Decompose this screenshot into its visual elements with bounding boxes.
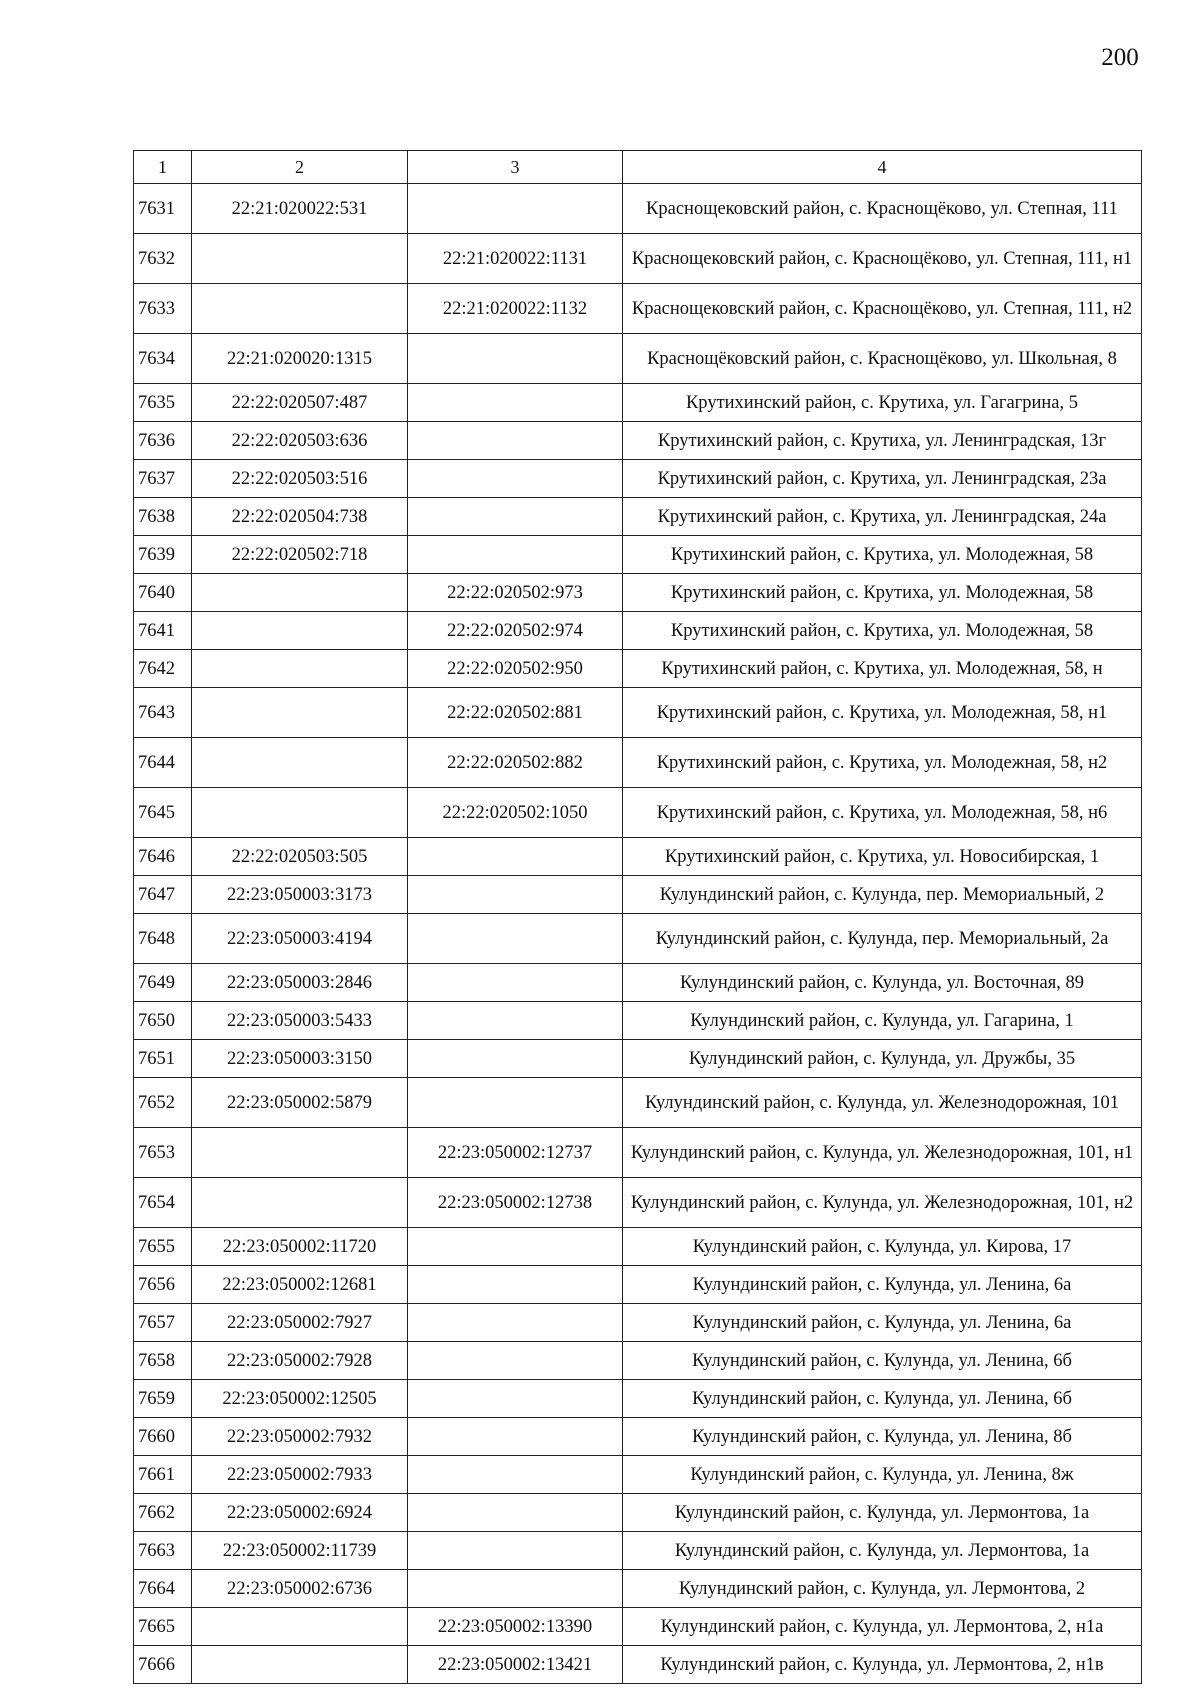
premises-number-cell [408,334,623,384]
cadastral-number-cell [192,688,408,738]
table-row [134,1646,1142,1684]
table-row [134,334,1142,384]
address-cell: Крутихинский район, с. Крутиха, ул. Молодежная, 58 [623,612,1142,650]
premises-number-cell [408,1040,623,1078]
premises-number-cell [408,1228,623,1266]
table-header [134,151,1142,184]
premises-number-cell [408,1494,623,1532]
row-number-cell: 7657 [134,1304,192,1342]
premises-number-cell [408,1078,623,1128]
premises-number-cell: 22:21:020022:1132 [408,284,623,334]
cadastral-number-cell: 22:22:020502:718 [192,536,408,574]
row-number-cell: 7653 [134,1128,192,1178]
address-cell: Кулундинский район, с. Кулунда, ул. Ленина, 6б [623,1342,1142,1380]
row-number-cell: 7646 [134,838,192,876]
address-cell: Кулундинский район, с. Кулунда, пер. Мемориальный, 2а [623,914,1142,964]
address-cell: Кулундинский район, с. Кулунда, пер. Мемориальный, 2 [623,876,1142,914]
premises-number-cell: 22:23:050002:12738 [408,1178,623,1228]
cadastral-number-cell: 22:23:050003:4194 [192,914,408,964]
table-row [134,838,1142,876]
row-number-cell: 7654 [134,1178,192,1228]
row-number-cell: 7651 [134,1040,192,1078]
cadastral-number-cell: 22:23:050002:12505 [192,1380,408,1418]
cadastral-number-cell [192,1608,408,1646]
column-header-4: 4 [623,151,1142,184]
premises-number-cell [408,384,623,422]
premises-number-cell [408,914,623,964]
cadastral-number-cell [192,574,408,612]
table-row [134,738,1142,788]
cadastral-number-cell: 22:23:050002:7927 [192,1304,408,1342]
address-cell: Кулундинский район, с. Кулунда, ул. Дружбы, 35 [623,1040,1142,1078]
cadastral-number-cell: 22:21:020020:1315 [192,334,408,384]
premises-number-cell [408,964,623,1002]
cadastral-number-cell: 22:23:050002:11720 [192,1228,408,1266]
table-row [134,612,1142,650]
premises-number-cell [408,1002,623,1040]
address-cell: Кулундинский район, с. Кулунда, ул. Лермонтова, 2 [623,1570,1142,1608]
address-cell: Крутихинский район, с. Крутиха, ул. Молодежная, 58, н1 [623,688,1142,738]
cadastral-number-cell [192,1178,408,1228]
address-cell: Краснощековский район, с. Краснощёково, ул. Степная, 111 [623,184,1142,234]
page-number: 200 [1101,44,1139,71]
premises-number-cell [408,1304,623,1342]
table-row [134,1128,1142,1178]
premises-number-cell: 22:23:050002:13390 [408,1608,623,1646]
row-number-cell: 7631 [134,184,192,234]
table-row [134,964,1142,1002]
row-number-cell: 7663 [134,1532,192,1570]
table-row [134,574,1142,612]
table-row [134,184,1142,234]
address-cell: Крутихинский район, с. Крутиха, ул. Молодежная, 58, н [623,650,1142,688]
row-number-cell: 7662 [134,1494,192,1532]
premises-number-cell [408,1418,623,1456]
cadastral-number-cell [192,738,408,788]
address-cell: Кулундинский район, с. Кулунда, ул. Железнодорожная, 101 [623,1078,1142,1128]
premises-number-cell: 22:23:050002:12737 [408,1128,623,1178]
table-row [134,788,1142,838]
header-row [134,151,1142,184]
premises-number-cell: 22:22:020502:950 [408,650,623,688]
address-cell: Крутихинский район, с. Крутиха, ул. Молодежная, 58, н6 [623,788,1142,838]
cadastral-number-cell: 22:23:050003:3173 [192,876,408,914]
table-row [134,688,1142,738]
address-cell: Кулундинский район, с. Кулунда, ул. Железнодорожная, 101, н1 [623,1128,1142,1178]
cadastral-number-cell: 22:23:050002:6924 [192,1494,408,1532]
address-cell: Кулундинский район, с. Кулунда, ул. Лермонтова, 1а [623,1532,1142,1570]
address-cell: Крутихинский район, с. Крутиха, ул. Ленинградская, 13г [623,422,1142,460]
address-cell: Краснощековский район, с. Краснощёково, ул. Степная, 111, н1 [623,234,1142,284]
address-cell: Кулундинский район, с. Кулунда, ул. Ленина, 8б [623,1418,1142,1456]
cadastral-number-cell [192,1128,408,1178]
address-cell: Кулундинский район, с. Кулунда, ул. Ленина, 6а [623,1266,1142,1304]
table-row [134,650,1142,688]
row-number-cell: 7659 [134,1380,192,1418]
cadastral-number-cell: 22:23:050002:6736 [192,1570,408,1608]
column-header-1: 1 [134,151,192,184]
cadastral-number-cell: 22:22:020507:487 [192,384,408,422]
premises-number-cell [408,1570,623,1608]
table-row [134,1380,1142,1418]
row-number-cell: 7645 [134,788,192,838]
row-number-cell: 7649 [134,964,192,1002]
premises-number-cell: 22:22:020502:881 [408,688,623,738]
row-number-cell: 7636 [134,422,192,460]
address-cell: Кулундинский район, с. Кулунда, ул. Восточная, 89 [623,964,1142,1002]
cadastral-number-cell: 22:21:020022:531 [192,184,408,234]
table-row [134,1228,1142,1266]
premises-number-cell: 22:22:020502:974 [408,612,623,650]
table-row [134,1608,1142,1646]
row-number-cell: 7660 [134,1418,192,1456]
address-cell: Крутихинский район, с. Крутиха, ул. Новосибирская, 1 [623,838,1142,876]
row-number-cell: 7652 [134,1078,192,1128]
premises-number-cell [408,536,623,574]
cadastral-number-cell [192,234,408,284]
table-row [134,1570,1142,1608]
row-number-cell: 7664 [134,1570,192,1608]
address-cell: Кулундинский район, с. Кулунда, ул. Ленина, 6б [623,1380,1142,1418]
cadastral-number-cell: 22:23:050002:12681 [192,1266,408,1304]
row-number-cell: 7633 [134,284,192,334]
table-row [134,384,1142,422]
address-cell: Крутихинский район, с. Крутиха, ул. Гагагрина, 5 [623,384,1142,422]
address-cell: Краснощёковский район, с. Краснощёково, ул. Школьная, 8 [623,334,1142,384]
cadastral-number-cell: 22:23:050003:5433 [192,1002,408,1040]
cadastral-number-cell [192,788,408,838]
cadastral-number-cell: 22:22:020504:738 [192,498,408,536]
address-cell: Крутихинский район, с. Крутиха, ул. Молодежная, 58, н2 [623,738,1142,788]
row-number-cell: 7635 [134,384,192,422]
table-row [134,422,1142,460]
row-number-cell: 7658 [134,1342,192,1380]
table-row [134,1078,1142,1128]
premises-number-cell [408,460,623,498]
row-number-cell: 7656 [134,1266,192,1304]
row-number-cell: 7637 [134,460,192,498]
premises-number-cell: 22:23:050002:13421 [408,1646,623,1684]
row-number-cell: 7661 [134,1456,192,1494]
address-cell: Кулундинский район, с. Кулунда, ул. Лермонтова, 1а [623,1494,1142,1532]
address-cell: Кулундинский район, с. Кулунда, ул. Лермонтова, 2, н1а [623,1608,1142,1646]
row-number-cell: 7644 [134,738,192,788]
table-row [134,914,1142,964]
premises-number-cell [408,838,623,876]
address-cell: Крутихинский район, с. Крутиха, ул. Ленинградская, 24а [623,498,1142,536]
row-number-cell: 7634 [134,334,192,384]
address-cell: Крутихинский район, с. Крутиха, ул. Ленинградская, 23а [623,460,1142,498]
row-number-cell: 7639 [134,536,192,574]
premises-number-cell [408,876,623,914]
address-cell: Кулундинский район, с. Кулунда, ул. Лермонтова, 2, н1в [623,1646,1142,1684]
cadastral-number-cell: 22:22:020503:636 [192,422,408,460]
premises-number-cell: 22:21:020022:1131 [408,234,623,284]
cadastral-number-cell: 22:23:050003:2846 [192,964,408,1002]
row-number-cell: 7632 [134,234,192,284]
cadastral-number-cell: 22:23:050003:3150 [192,1040,408,1078]
table-row [134,1456,1142,1494]
row-number-cell: 7642 [134,650,192,688]
table-row [134,1342,1142,1380]
premises-number-cell [408,1266,623,1304]
premises-number-cell [408,422,623,460]
column-header-2: 2 [192,151,408,184]
table-row [134,1002,1142,1040]
cadastral-number-cell: 22:23:050002:7932 [192,1418,408,1456]
row-number-cell: 7655 [134,1228,192,1266]
row-number-cell: 7643 [134,688,192,738]
address-cell: Кулундинский район, с. Кулунда, ул. Железнодорожная, 101, н2 [623,1178,1142,1228]
address-cell: Крутихинский район, с. Крутиха, ул. Молодежная, 58 [623,574,1142,612]
cadastral-number-cell [192,650,408,688]
premises-number-cell [408,1342,623,1380]
cadastral-number-cell: 22:23:050002:11739 [192,1532,408,1570]
address-cell: Кулундинский район, с. Кулунда, ул. Ленина, 8ж [623,1456,1142,1494]
premises-number-cell [408,498,623,536]
address-cell: Крутихинский район, с. Крутиха, ул. Молодежная, 58 [623,536,1142,574]
table-row [134,234,1142,284]
column-header-3: 3 [408,151,623,184]
premises-number-cell: 22:22:020502:882 [408,738,623,788]
cadastral-number-cell: 22:23:050002:7933 [192,1456,408,1494]
registry-table [133,150,1142,1684]
table-row [134,284,1142,334]
table-row [134,1266,1142,1304]
table-row [134,1178,1142,1228]
row-number-cell: 7638 [134,498,192,536]
row-number-cell: 7648 [134,914,192,964]
address-cell: Кулундинский район, с. Кулунда, ул. Ленина, 6а [623,1304,1142,1342]
cadastral-number-cell [192,1646,408,1684]
row-number-cell: 7641 [134,612,192,650]
table-row [134,1040,1142,1078]
table-body [134,184,1142,1684]
table-row [134,1494,1142,1532]
premises-number-cell [408,184,623,234]
cadastral-number-cell [192,612,408,650]
address-cell: Кулундинский район, с. Кулунда, ул. Кирова, 17 [623,1228,1142,1266]
table-row [134,1418,1142,1456]
row-number-cell: 7666 [134,1646,192,1684]
premises-number-cell: 22:22:020502:1050 [408,788,623,838]
cadastral-number-cell: 22:23:050002:7928 [192,1342,408,1380]
cadastral-number-cell: 22:22:020503:516 [192,460,408,498]
table-row [134,1304,1142,1342]
row-number-cell: 7640 [134,574,192,612]
table-row [134,536,1142,574]
address-cell: Кулундинский район, с. Кулунда, ул. Гагарина, 1 [623,1002,1142,1040]
address-cell: Краснощековский район, с. Краснощёково, ул. Степная, 111, н2 [623,284,1142,334]
table-row [134,1532,1142,1570]
premises-number-cell [408,1456,623,1494]
table-row [134,460,1142,498]
premises-number-cell [408,1380,623,1418]
row-number-cell: 7665 [134,1608,192,1646]
cadastral-number-cell: 22:23:050002:5879 [192,1078,408,1128]
table-row [134,876,1142,914]
row-number-cell: 7650 [134,1002,192,1040]
premises-number-cell [408,1532,623,1570]
row-number-cell: 7647 [134,876,192,914]
cadastral-number-cell [192,284,408,334]
premises-number-cell: 22:22:020502:973 [408,574,623,612]
table-row [134,498,1142,536]
cadastral-number-cell: 22:22:020503:505 [192,838,408,876]
